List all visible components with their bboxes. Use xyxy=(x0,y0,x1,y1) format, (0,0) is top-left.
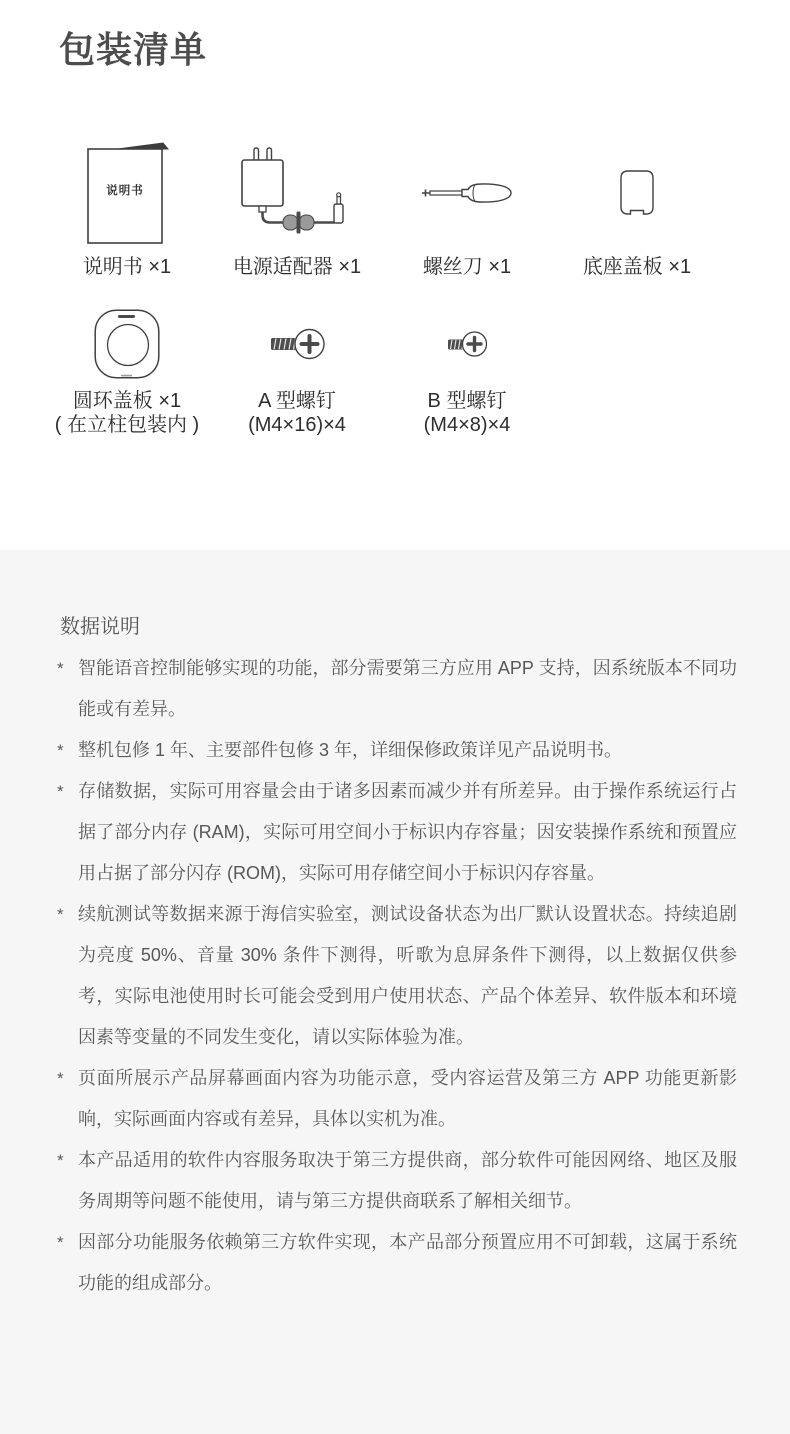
note-item xyxy=(57,1140,737,1222)
screw-a-icon xyxy=(212,309,382,379)
note-marker: * xyxy=(57,659,64,678)
pack-item-label: 底座盖板 ×1 xyxy=(582,256,692,278)
pack-item-screw-a xyxy=(212,309,382,437)
packing-items-row-1 xyxy=(42,140,722,279)
pack-item-label: A 型螺钉 (M4×16)×4 xyxy=(248,390,346,436)
pack-item-ring-cover xyxy=(42,309,212,437)
data-description-title: 数据说明 xyxy=(60,616,140,638)
note-item xyxy=(57,1222,737,1304)
note-marker: * xyxy=(57,782,64,801)
hisense-logo xyxy=(118,315,135,318)
pack-item-screwdriver xyxy=(382,140,552,279)
base-cover-icon xyxy=(552,140,722,245)
note-marker: * xyxy=(57,1233,64,1252)
note-text: 整机包修 1 年、主要部件包修 3 年，详细保修政策详见产品说明书。 xyxy=(78,740,623,760)
screw-b-icon xyxy=(382,309,552,379)
note-text: 本产品适用的软件内容服务取决于第三方提供商，部分软件可能因网络、地区及服务周期等问题不能使用，请与第三方提供商联系了解相关细节。 xyxy=(78,1150,737,1211)
page-title: 包装清单 xyxy=(59,29,208,70)
data-description-notes xyxy=(57,648,737,1304)
note-marker: * xyxy=(57,905,64,924)
pack-item-power-adapter xyxy=(212,140,382,279)
pack-item-label: 电源适配器 ×1 xyxy=(232,256,362,278)
pack-item-screw-b xyxy=(382,309,552,437)
packing-items-row-2 xyxy=(42,309,552,437)
note-text: 因部分功能服务依赖第三方软件实现，本产品部分预置应用不可卸载，这属于系统功能的组成部分。 xyxy=(78,1232,737,1293)
note-item xyxy=(57,894,737,1058)
note-marker: * xyxy=(57,1069,64,1088)
pack-item-label: 圆环盖板 ×1 ( 在立柱包装内 ) xyxy=(54,390,200,436)
pack-item-base-cover xyxy=(552,140,722,279)
svg-text:说明书: 说明书 xyxy=(106,184,144,197)
manual-icon xyxy=(42,140,212,245)
note-marker: * xyxy=(57,741,64,760)
pack-item-label: B 型螺钉 (M4×8)×4 xyxy=(423,390,511,436)
note-item xyxy=(57,1058,737,1140)
pack-item-label: 螺丝刀 ×1 xyxy=(422,256,512,278)
note-text: 存储数据，实际可用容量会由于诸多因素而减少并有所差异。由于操作系统运行占据了部分内存 (RAM)，实际可用空间小于标识内存容量；因安装操作系统和预置应用占据了部分闪存 (ROM)，实际可用存储空间小于标识闪存容量。 xyxy=(78,781,737,883)
pack-item-manual xyxy=(42,140,212,279)
power-adapter-icon xyxy=(212,140,382,245)
note-item xyxy=(57,730,737,771)
note-text: 续航测试等数据来源于海信实验室，测试设备状态为出厂默认设置状态。持续追剧为亮度 50%、音量 30% 条件下测得，听歌为息屏条件下测得，以上数据仅供参考，实际电池使用时长可能会受到用户使用状态、产品个体差异、软件版本和环境因素等变量的不同发生变化，请以实际体验为准。 xyxy=(78,904,737,1047)
screwdriver-icon xyxy=(382,140,552,245)
data-description-section xyxy=(0,550,790,1434)
note-item xyxy=(57,648,737,730)
note-item xyxy=(57,771,737,894)
note-marker: * xyxy=(57,1151,64,1170)
note-text: 智能语音控制能够实现的功能，部分需要第三方应用 APP 支持，因系统版本不同功能或有差异。 xyxy=(78,658,737,719)
note-text: 页面所展示产品屏幕画面内容为功能示意，受内容运营及第三方 APP 功能更新影响，实际画面内容或有差异，具体以实机为准。 xyxy=(78,1068,737,1129)
ring-cover-icon xyxy=(42,309,212,379)
pack-item-label: 说明书 ×1 xyxy=(82,256,172,278)
